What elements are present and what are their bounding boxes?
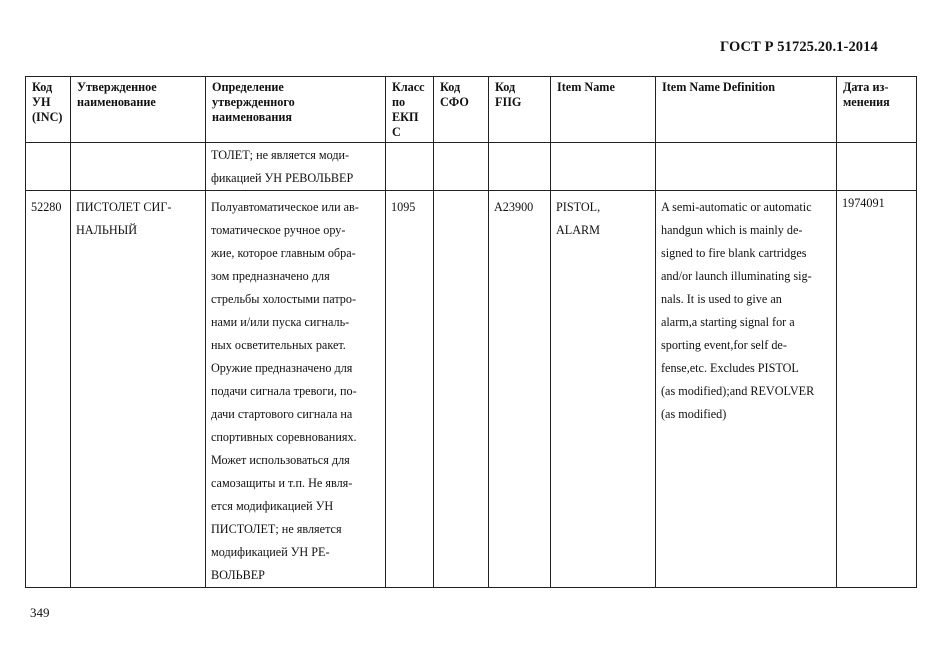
text-line: Дата из- xyxy=(843,80,889,94)
text-line: томатическое ручное ору- xyxy=(211,223,346,237)
text-line: зом предназначено для xyxy=(211,269,330,283)
text-line: fense,etc. Excludes PISTOL xyxy=(661,361,799,375)
sfo-code-cell xyxy=(434,191,489,588)
text-line: Полуавтоматическое или ав- xyxy=(211,200,359,214)
text-line: ных осветительных ракет. xyxy=(211,338,346,352)
text-line: ВОЛЬВЕР xyxy=(211,568,265,582)
text-line: FIIG xyxy=(495,95,522,109)
ekps-class-cell: 1095 xyxy=(386,191,434,588)
text-line: (as modified) xyxy=(661,407,727,421)
text-line: Item Name xyxy=(557,80,615,94)
continuation-definition xyxy=(206,143,386,191)
header-fiig-code xyxy=(489,77,551,143)
definition-cell xyxy=(206,191,386,588)
text-line: НАЛЬНЫЙ xyxy=(76,223,138,237)
text-line: дачи стартового сигнала на xyxy=(211,407,353,421)
classification-table xyxy=(25,76,917,588)
text-line: стрельбы холостыми патро- xyxy=(211,292,357,306)
text-line: ется модификацией УН xyxy=(211,499,334,513)
text-line: Утвержденное xyxy=(77,80,157,94)
text-line: модификацией УН РЕ- xyxy=(211,545,330,559)
text-line: ALARM xyxy=(556,223,601,237)
text-line: ЕКП xyxy=(392,110,419,124)
text-line: наименование xyxy=(77,95,156,109)
text-line: (as modified);and REVOLVER xyxy=(661,384,815,398)
continuation-row xyxy=(26,143,917,191)
text-line: фикацией УН РЕВОЛЬВЕР xyxy=(211,171,354,185)
text-line: спортивных соревнованиях. xyxy=(211,430,357,444)
text-line: утвержденного xyxy=(212,95,295,109)
approved-name-cell xyxy=(71,191,206,588)
text-line: handgun which is mainly de- xyxy=(661,223,803,237)
item-name-cell xyxy=(551,191,656,588)
item-name-definition-cell xyxy=(656,191,837,588)
text-line: самозащиты и т.п. Не явля- xyxy=(211,476,353,490)
text-line: alarm,a starting signal for a xyxy=(661,315,795,329)
header-approved-name-definition xyxy=(206,77,386,143)
text-line: Код xyxy=(440,80,461,94)
text-line: sporting event,for self de- xyxy=(661,338,787,352)
inc-code-cell: 52280 xyxy=(26,191,71,588)
text-line: Код xyxy=(495,80,516,94)
text-line: менения xyxy=(843,95,890,109)
text-line: ПИСТОЛЕТ; не является xyxy=(211,522,342,536)
text-line: подачи сигнала тревоги, по- xyxy=(211,384,357,398)
text-line: нами и/или пуска сигналь- xyxy=(211,315,350,329)
header-change-date xyxy=(837,77,917,143)
header-inc-code xyxy=(26,77,71,143)
standard-code: ГОСТ Р 51725.20.1-2014 xyxy=(720,39,878,55)
text-line: по xyxy=(392,95,406,109)
text-line: nals. It is used to give an xyxy=(661,292,782,306)
header-item-name xyxy=(551,77,656,143)
text-line: and/or launch illuminating sig- xyxy=(661,269,812,283)
header-row xyxy=(26,77,917,143)
text-line: Item Name Definition xyxy=(662,80,776,94)
fiig-code-cell: A23900 xyxy=(489,191,551,588)
text-line: ТОЛЕТ; не является моди- xyxy=(211,148,350,162)
header-approved-name xyxy=(71,77,206,143)
text-line: Класс xyxy=(392,80,425,94)
text-line: С xyxy=(392,125,401,139)
change-date-cell: 1974091 xyxy=(837,191,917,588)
header-sfo-code xyxy=(434,77,489,143)
text-line: signed to fire blank cartridges xyxy=(661,246,807,260)
text-line: наименования xyxy=(212,110,292,124)
text-line: ПИСТОЛЕТ СИГ- xyxy=(76,200,172,214)
header-ekps-class xyxy=(386,77,434,143)
table-row xyxy=(26,191,917,588)
text-line: УН xyxy=(32,95,51,109)
text-line: Может использоваться для xyxy=(211,453,350,467)
page-number: 349 xyxy=(30,605,50,620)
text-line: PISTOL, xyxy=(556,200,601,214)
text-line: СФО xyxy=(440,95,469,109)
text-line: Определение xyxy=(212,80,284,94)
header-item-name-definition xyxy=(656,77,837,143)
text-line: (INC) xyxy=(32,110,63,124)
text-line: жие, которое главным обра- xyxy=(211,246,356,260)
text-line: Оружие предназначено для xyxy=(211,361,353,375)
text-line: A semi-automatic or automatic xyxy=(661,200,812,214)
text-line: Код xyxy=(32,80,53,94)
